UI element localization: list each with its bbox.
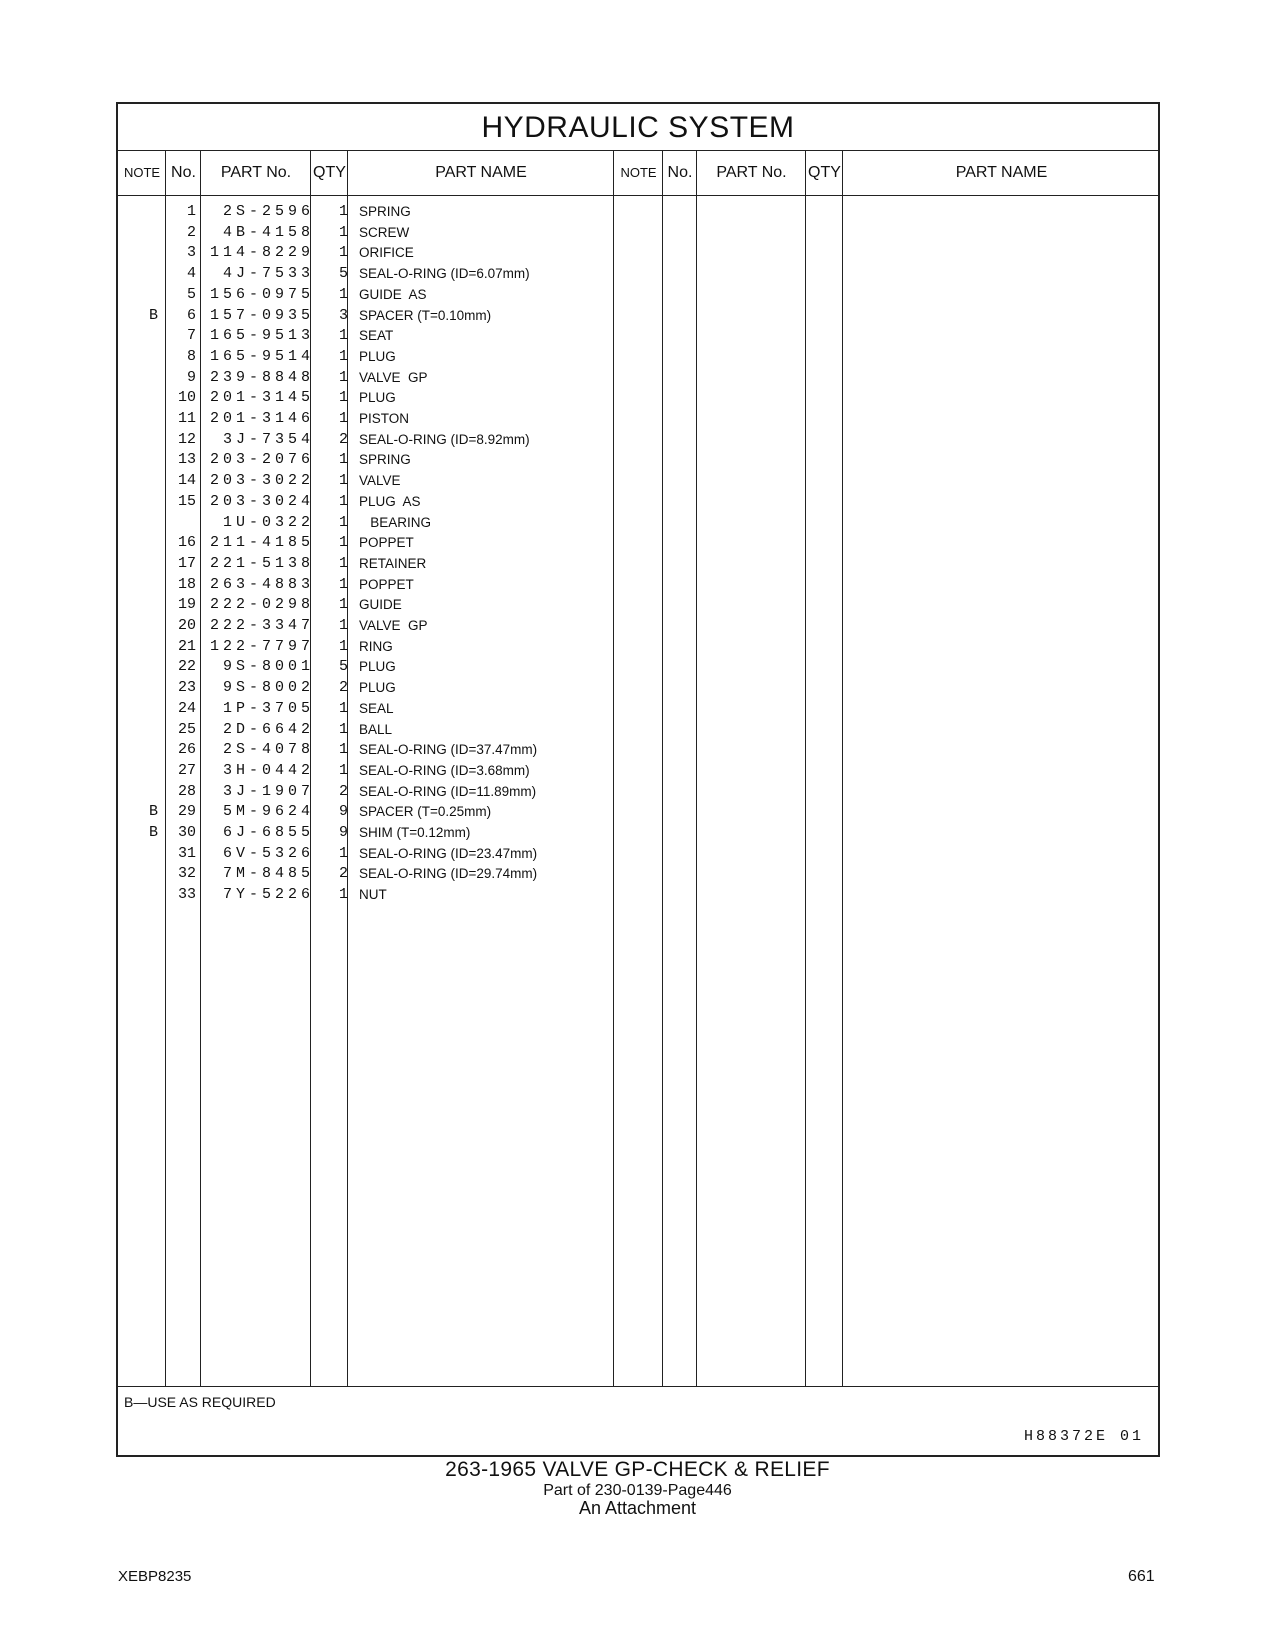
- row-part-name: PLUG AS: [359, 493, 421, 509]
- row-note: [118, 491, 158, 513]
- row-note: [118, 429, 158, 451]
- row-number: 33: [177, 886, 196, 904]
- row-part-number: 7Y-5226: [222, 886, 314, 904]
- row-note: [118, 367, 158, 389]
- row-note: [118, 449, 158, 471]
- row-note: [118, 760, 158, 782]
- header-no-right: No.: [667, 164, 693, 181]
- row-part-number: 201-3145: [209, 389, 314, 407]
- table-row: [118, 367, 638, 389]
- row-note: [118, 636, 158, 658]
- row-number: 15: [177, 492, 196, 510]
- row-part-name: SEAL-O-RING (ID=11.89mm): [359, 783, 537, 799]
- row-number: 29: [177, 803, 196, 821]
- row-part-number: 122-7797: [209, 637, 314, 655]
- row-note: [118, 346, 158, 368]
- row-part-number: 203-3024: [209, 492, 314, 510]
- row-quantity: 1: [338, 761, 348, 779]
- row-note: [118, 884, 158, 906]
- row-note: [118, 594, 158, 616]
- row-note: [118, 470, 158, 492]
- table-row: [118, 470, 638, 492]
- row-note: [118, 863, 158, 885]
- row-part-number: 1P-3705: [222, 699, 314, 717]
- header-no-left: No.: [171, 164, 196, 181]
- row-quantity: 1: [338, 534, 348, 552]
- row-number: 5: [186, 285, 196, 303]
- row-note: [118, 201, 158, 223]
- row-note: [118, 677, 158, 699]
- caption-part-of: Part of 230-0139-Page446: [543, 1482, 732, 1499]
- table-row: [118, 408, 638, 430]
- header-qty-right: QTY: [808, 164, 841, 181]
- header-part-name-right: PART NAME: [955, 164, 1048, 181]
- table-row: [118, 739, 638, 761]
- table-row: [118, 201, 638, 223]
- row-part-name: BEARING: [359, 514, 432, 530]
- row-part-number: 6V-5326: [222, 844, 314, 862]
- table-row: [118, 781, 638, 803]
- row-part-name: SPRING: [359, 204, 411, 219]
- row-number: 23: [177, 679, 196, 697]
- row-number: 17: [177, 554, 196, 572]
- row-part-number: 2S-2596: [222, 203, 314, 220]
- row-quantity: 1: [338, 223, 348, 241]
- table-row: [118, 387, 638, 409]
- row-note: [118, 222, 158, 244]
- row-part-number: 2D-6642: [222, 720, 314, 738]
- row-part-number: 2S-4078: [222, 741, 314, 759]
- column-divider: [662, 150, 663, 1386]
- caption-title: 263-1965 VALVE GP-CHECK & RELIEF: [445, 1458, 830, 1481]
- row-number: 4: [186, 265, 196, 283]
- row-number: 28: [177, 782, 196, 800]
- row-number: 12: [177, 430, 196, 448]
- row-number: 27: [177, 761, 196, 779]
- row-part-name: SEAL-O-RING (ID=3.68mm): [359, 762, 530, 778]
- row-part-number: 9S-8002: [222, 679, 314, 697]
- row-quantity: 1: [338, 472, 348, 490]
- row-note: B: [148, 824, 158, 841]
- row-part-number: 157-0935: [209, 306, 314, 324]
- table-row: [118, 491, 638, 513]
- row-quantity: 1: [338, 699, 348, 717]
- header-part-no-left: PART No.: [220, 164, 292, 181]
- row-number: 32: [177, 865, 196, 883]
- row-quantity: 1: [338, 554, 348, 572]
- row-note: [118, 698, 158, 720]
- table-row: [118, 677, 638, 699]
- row-part-name: RING: [359, 638, 393, 654]
- caption-attachment: An Attachment: [578, 1498, 697, 1518]
- row-note: [118, 781, 158, 803]
- row-part-number: 3J-1907: [222, 782, 314, 800]
- row-part-name: SPRING: [359, 452, 411, 468]
- table-row: [118, 346, 638, 368]
- row-part-name: PLUG: [359, 390, 396, 406]
- row-note: [118, 615, 158, 637]
- row-quantity: 1: [338, 285, 348, 303]
- row-number: 30: [177, 824, 196, 841]
- row-number: 31: [177, 844, 196, 862]
- table-row: [118, 594, 638, 616]
- row-number: 21: [177, 637, 196, 655]
- row-part-number: 201-3146: [209, 410, 314, 427]
- row-part-name: GUIDE: [359, 597, 402, 613]
- row-quantity: 2: [338, 679, 348, 697]
- row-part-name: SEAL-O-RING (ID=23.47mm): [359, 845, 538, 861]
- row-part-name: PLUG: [359, 348, 396, 364]
- section-title: HYDRAULIC SYSTEM: [118, 104, 1158, 151]
- row-number: 25: [177, 720, 196, 738]
- row-quantity: 1: [338, 389, 348, 407]
- document-id: XEBP8235: [118, 1568, 192, 1585]
- row-quantity: 3: [338, 306, 348, 324]
- row-part-name: SPACER (T=0.25mm): [359, 804, 492, 820]
- row-part-name: GUIDE AS: [359, 286, 427, 302]
- row-number: 16: [177, 534, 196, 552]
- row-number: 26: [177, 741, 196, 759]
- row-note: [118, 325, 158, 347]
- row-number: 10: [177, 389, 196, 407]
- row-quantity: 1: [338, 720, 348, 738]
- row-part-number: 4B-4158: [222, 223, 314, 241]
- table-row: [118, 263, 638, 285]
- row-part-name: BALL: [359, 721, 393, 737]
- row-note: [118, 719, 158, 741]
- row-number: 1: [186, 203, 196, 220]
- row-quantity: 1: [338, 451, 348, 469]
- row-part-number: 203-3022: [209, 472, 314, 490]
- table-row: [118, 843, 638, 865]
- row-quantity: 9: [338, 803, 348, 821]
- row-note: [118, 242, 158, 264]
- row-part-name: VALVE: [359, 473, 401, 489]
- table-row: [118, 325, 638, 347]
- row-number: 18: [177, 575, 196, 593]
- header-qty-left: QTY: [313, 164, 346, 181]
- row-part-number: 263-4883: [209, 575, 314, 593]
- row-number: 3: [186, 244, 196, 262]
- table-row: [118, 222, 638, 244]
- row-number: 11: [177, 410, 196, 427]
- row-part-name: SEAL-O-RING (ID=37.47mm): [359, 742, 538, 758]
- table-row: [118, 553, 638, 575]
- row-part-number: 1U-0322: [222, 513, 314, 531]
- illustration-code: H88372E 01: [1023, 1428, 1144, 1445]
- row-part-number: 165-9514: [209, 347, 314, 365]
- row-number: 14: [177, 472, 196, 490]
- header-part-no-right: PART No.: [716, 164, 787, 181]
- row-quantity: 5: [338, 658, 348, 676]
- row-number: 20: [177, 617, 196, 634]
- table-row: [118, 698, 638, 720]
- row-part-name: ORIFICE: [359, 245, 414, 261]
- row-part-number: 7M-8485: [222, 865, 314, 883]
- table-row: [118, 242, 638, 264]
- row-quantity: 1: [338, 844, 348, 862]
- row-number: 9: [186, 368, 196, 386]
- footnote: B—USE AS REQUIRED: [124, 1394, 276, 1410]
- row-part-name: SPACER (T=0.10mm): [359, 307, 492, 323]
- footer-divider: [118, 1386, 1158, 1387]
- row-note: [118, 843, 158, 865]
- table-row: [118, 532, 638, 554]
- row-part-number: 165-9513: [209, 327, 314, 345]
- header-part-name-left: PART NAME: [435, 164, 527, 181]
- row-part-number: 221-5138: [209, 554, 314, 572]
- row-part-number: 9S-8001: [222, 658, 314, 676]
- row-part-number: 203-2076: [209, 451, 314, 469]
- parts-table-frame: [116, 102, 1160, 1457]
- row-part-name: POPPET: [359, 535, 414, 551]
- row-quantity: 5: [338, 265, 348, 283]
- table-row: [118, 884, 638, 906]
- column-divider: [696, 150, 697, 1386]
- row-quantity: 1: [338, 617, 348, 634]
- row-part-name: POPPET: [359, 576, 414, 592]
- row-part-number: 239-8848: [209, 368, 314, 386]
- row-part-name: VALVE GP: [359, 618, 428, 633]
- row-part-number: 222-3347: [209, 617, 314, 634]
- row-part-name: SCREW: [359, 224, 410, 240]
- row-part-number: 211-4185: [209, 534, 314, 552]
- table-row: [118, 656, 638, 678]
- row-quantity: 1: [338, 203, 348, 220]
- row-note: [118, 408, 158, 430]
- row-part-name: VALVE GP: [359, 369, 428, 385]
- row-part-number: 4J-7533: [222, 265, 314, 283]
- row-note: [118, 263, 158, 285]
- row-part-name: PISTON: [359, 411, 410, 426]
- row-number: 22: [177, 658, 196, 676]
- row-note: [118, 532, 158, 554]
- page-number: 661: [1128, 1568, 1155, 1585]
- row-quantity: 1: [338, 513, 348, 531]
- table-row: [118, 449, 638, 471]
- row-quantity: 1: [338, 596, 348, 614]
- row-quantity: 1: [338, 410, 348, 427]
- row-note: B: [148, 306, 158, 324]
- row-part-number: 3J-7354: [222, 430, 314, 448]
- header-note-left: NOTE: [123, 165, 161, 180]
- table-row: [118, 822, 638, 844]
- row-quantity: 2: [338, 430, 348, 448]
- row-quantity: 1: [338, 327, 348, 345]
- row-quantity: 2: [338, 865, 348, 883]
- table-row: [118, 636, 638, 658]
- row-part-name: SHIM (T=0.12mm): [359, 825, 471, 840]
- row-part-name: PLUG: [359, 680, 396, 696]
- row-number: 2: [186, 223, 196, 241]
- row-quantity: 1: [338, 637, 348, 655]
- table-row: [118, 429, 638, 451]
- row-number: 8: [186, 347, 196, 365]
- row-part-name: RETAINER: [359, 555, 427, 571]
- row-quantity: 1: [338, 886, 348, 904]
- row-quantity: 1: [338, 244, 348, 262]
- row-quantity: 1: [338, 741, 348, 759]
- row-part-name: NUT: [359, 887, 387, 903]
- row-part-name: SEAL: [359, 700, 394, 716]
- table-row: [118, 801, 638, 823]
- table-row: [118, 305, 638, 327]
- row-part-name: SEAL-O-RING (ID=29.74mm): [359, 866, 538, 882]
- table-row: [118, 574, 638, 596]
- row-quantity: 9: [338, 824, 348, 841]
- row-part-number: 5M-9624: [222, 803, 314, 821]
- row-number: 6: [186, 306, 196, 324]
- table-row: [118, 863, 638, 885]
- row-number: 24: [177, 699, 196, 717]
- row-part-number: 156-0975: [209, 285, 314, 303]
- row-quantity: 1: [338, 347, 348, 365]
- row-part-name: SEAL-O-RING (ID=6.07mm): [359, 266, 530, 282]
- row-part-number: 114-8229: [209, 244, 314, 262]
- row-number: 7: [186, 327, 196, 345]
- table-header: [118, 150, 1158, 196]
- column-divider: [805, 150, 806, 1386]
- row-note: B: [148, 803, 158, 821]
- row-number: [168, 512, 196, 534]
- row-note: [118, 656, 158, 678]
- row-part-number: 3H-0442: [222, 761, 314, 779]
- table-row: [118, 615, 638, 637]
- row-part-name: PLUG: [359, 659, 396, 675]
- column-divider: [842, 150, 843, 1386]
- row-quantity: 1: [338, 492, 348, 510]
- table-row: [118, 284, 638, 306]
- table-row: [118, 512, 638, 534]
- row-quantity: 2: [338, 782, 348, 800]
- row-quantity: 1: [338, 575, 348, 593]
- row-quantity: 1: [338, 368, 348, 386]
- row-part-name: SEAT: [359, 328, 394, 344]
- row-number: 19: [177, 596, 196, 614]
- table-row: [118, 719, 638, 741]
- table-row: [118, 760, 638, 782]
- header-note-right: NOTE: [620, 165, 657, 180]
- row-note: [118, 284, 158, 306]
- row-number: 13: [177, 451, 196, 469]
- row-note: [118, 387, 158, 409]
- row-note: [118, 739, 158, 761]
- row-note: [118, 574, 158, 596]
- row-part-number: 6J-6855: [222, 824, 314, 841]
- row-note: [118, 553, 158, 575]
- row-part-name: SEAL-O-RING (ID=8.92mm): [359, 431, 530, 447]
- row-note: [118, 512, 158, 534]
- row-part-number: 222-0298: [209, 596, 314, 614]
